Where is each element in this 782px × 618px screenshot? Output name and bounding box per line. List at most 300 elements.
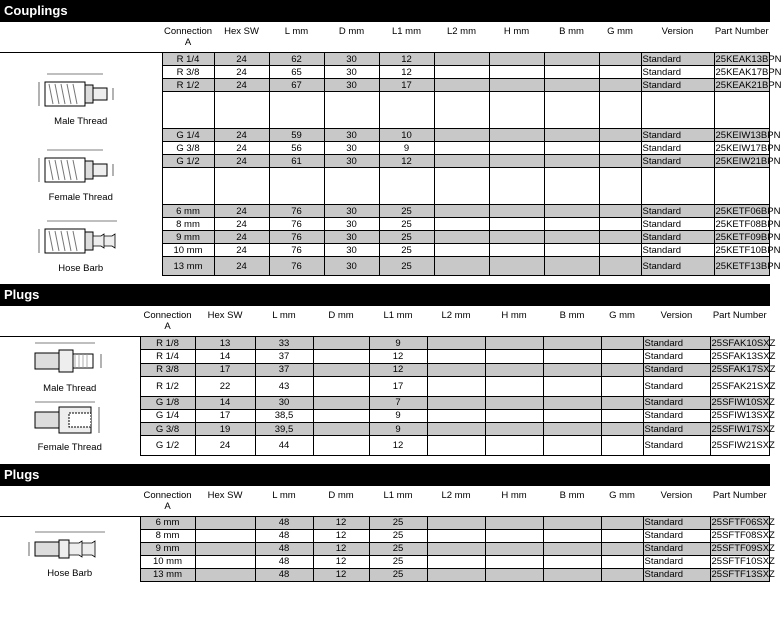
cell-l: 76 [269, 257, 324, 276]
cell-g [601, 337, 643, 350]
couplings-table [0, 22, 782, 276]
cell-hex-sw [195, 516, 255, 529]
cell-b [544, 79, 599, 92]
cell-connection: 8 mm [140, 529, 195, 542]
cell-l: 48 [255, 568, 313, 581]
table-row [0, 129, 770, 142]
cell-version: Standard [641, 257, 714, 276]
header-l1: L1 mm [391, 26, 422, 37]
cell-l2 [434, 155, 489, 168]
coupling-female-thread-icon [0, 146, 162, 192]
cell-l1: 25 [369, 516, 427, 529]
cell-version: Standard [643, 529, 710, 542]
cell-d [313, 376, 369, 396]
cell-hex-sw: 24 [214, 129, 269, 142]
cell-b [544, 155, 599, 168]
product-drawing-cell [0, 129, 162, 205]
cell-l1: 12 [369, 436, 427, 455]
cell-g [599, 66, 641, 79]
cell-connection: R 1/2 [140, 376, 195, 396]
cell-l2 [434, 205, 489, 218]
cell-hex-sw: 24 [214, 142, 269, 155]
header-connection: Connection A [143, 310, 192, 332]
cell-g [601, 363, 643, 376]
product-type-label: Male Thread [54, 115, 108, 127]
cell-d: 12 [313, 568, 369, 581]
cell-connection: R 1/8 [140, 337, 195, 350]
cell-l2 [434, 92, 489, 129]
cell-l1: 25 [369, 529, 427, 542]
cell-b [543, 516, 601, 529]
cell-l1 [379, 168, 434, 205]
cell-b [543, 376, 601, 396]
cell-l1: 25 [379, 257, 434, 276]
section-title-plugs: Plugs [0, 284, 770, 306]
header-g: G mm [609, 310, 635, 321]
product-type-label: Hose Barb [47, 568, 93, 579]
header-l: L mm [284, 26, 309, 37]
cell-hex-sw: 14 [195, 396, 255, 409]
cell-connection: R 1/4 [162, 53, 214, 66]
cell-connection: 10 mm [162, 244, 214, 257]
cell-l1: 12 [369, 350, 427, 363]
cell-d: 12 [313, 529, 369, 542]
header-g: G mm [609, 489, 635, 501]
cell-connection: 9 mm [140, 542, 195, 555]
cell-g [601, 396, 643, 409]
cell-hex-sw [214, 168, 269, 205]
cell-l2 [427, 568, 485, 581]
cell-l2 [434, 257, 489, 276]
header-l: L mm [272, 489, 296, 501]
header-b: B mm [559, 489, 585, 501]
cell-l1: 17 [369, 376, 427, 396]
cell-connection: R 3/8 [140, 363, 195, 376]
cell-b [544, 231, 599, 244]
cell-h [489, 142, 544, 155]
cell-version: Standard [641, 218, 714, 231]
cell-l: 30 [255, 396, 313, 409]
cell-connection: 8 mm [162, 218, 214, 231]
cell-b [543, 555, 601, 568]
cell-hex-sw: 24 [214, 231, 269, 244]
cell-d: 30 [324, 142, 379, 155]
cell-g [599, 244, 641, 257]
plug-female-thread-icon [0, 396, 140, 442]
header-connection: Connection A [143, 489, 192, 512]
cell-b [543, 422, 601, 435]
cell-l1: 25 [379, 205, 434, 218]
header-version: Version [660, 310, 693, 321]
cell-part-number: 25SFTF13SXZ [711, 569, 775, 580]
header-part-number: Part Number [714, 26, 769, 37]
cell-version: Standard [643, 436, 710, 455]
header-blank [0, 306, 140, 337]
cell-g [601, 555, 643, 568]
cell-l2 [427, 350, 485, 363]
cell-b [543, 396, 601, 409]
cell-l1: 12 [379, 66, 434, 79]
cell-g [601, 376, 643, 396]
cell-h [489, 244, 544, 257]
cell-part-number: 25KETF08BPN [715, 218, 781, 230]
header-h: H mm [501, 310, 527, 321]
cell-l2 [427, 555, 485, 568]
cell-part-number: 25SFTF10SXZ [711, 556, 775, 567]
cell-h [489, 205, 544, 218]
header-d: D mm [328, 310, 354, 321]
cell-part-number: 25KEIW13BPN [715, 129, 781, 141]
header-hex-sw: Hex SW [224, 26, 259, 37]
cell-h [485, 555, 543, 568]
coupling-male-thread-icon [0, 70, 162, 116]
cell-l: 37 [255, 350, 313, 363]
section-title-plugs-hose-barb: Plugs [0, 464, 770, 486]
cell-d [313, 396, 369, 409]
cell-connection: 10 mm [140, 555, 195, 568]
cell-l: 76 [269, 231, 324, 244]
cell-d: 30 [324, 66, 379, 79]
cell-g [599, 129, 641, 142]
cell-h [485, 350, 543, 363]
cell-g [599, 142, 641, 155]
header-l1: L1 mm [383, 489, 413, 501]
cell-hex-sw: 19 [195, 422, 255, 435]
cell-l1: 12 [379, 155, 434, 168]
cell-part-number: 25SFIW13SXZ [711, 410, 775, 422]
cell-l: 61 [269, 155, 324, 168]
cell-g [601, 422, 643, 435]
cell-hex-sw: 13 [195, 337, 255, 350]
cell-l1: 17 [379, 79, 434, 92]
cell-b [544, 129, 599, 142]
cell-g [599, 168, 641, 205]
header-connection: Connection A [163, 26, 213, 48]
plugs-hose-barb-table [0, 486, 775, 582]
cell-connection: R 1/2 [162, 79, 214, 92]
cell-hex-sw: 24 [214, 66, 269, 79]
cell-b [543, 350, 601, 363]
cell-b [543, 337, 601, 350]
cell-hex-sw: 14 [195, 350, 255, 363]
cell-part-number: 25KETF09BPN [715, 231, 781, 243]
cell-version: Standard [643, 350, 710, 363]
cell-hex-sw: 17 [195, 409, 255, 422]
cell-version: Standard [643, 409, 710, 422]
cell-part-number: 25SFAK13SXZ [711, 350, 776, 362]
header-version: Version [661, 26, 694, 37]
cell-d [313, 409, 369, 422]
cell-l: 48 [255, 555, 313, 568]
header-version: Version [660, 489, 693, 501]
cell-part-number: 25SFTF09SXZ [711, 543, 775, 554]
cell-l1 [379, 92, 434, 129]
cell-d: 30 [324, 257, 379, 276]
header-part-number: Part Number [712, 489, 767, 501]
cell-b [544, 66, 599, 79]
cell-d [313, 337, 369, 350]
cell-l2 [434, 218, 489, 231]
cell-connection [162, 168, 214, 205]
cell-b [544, 205, 599, 218]
cell-l2 [434, 244, 489, 257]
cell-l1: 7 [369, 396, 427, 409]
cell-version: Standard [643, 516, 710, 529]
cell-l2 [427, 409, 485, 422]
cell-h [485, 436, 543, 455]
cell-g [601, 409, 643, 422]
cell-d: 30 [324, 205, 379, 218]
cell-h [489, 218, 544, 231]
cell-part-number [714, 168, 770, 205]
header-l1: L1 mm [383, 310, 413, 321]
cell-l1: 25 [369, 568, 427, 581]
header-d: D mm [338, 26, 365, 37]
cell-part-number: 25KETF06BPN [715, 205, 781, 217]
cell-b [544, 142, 599, 155]
product-drawing-cell [0, 53, 162, 129]
cell-d: 30 [324, 155, 379, 168]
cell-connection: G 1/8 [140, 396, 195, 409]
cell-hex-sw [195, 529, 255, 542]
cell-l2 [427, 363, 485, 376]
cell-part-number: 25KETF13BPN [714, 257, 770, 276]
cell-h [485, 337, 543, 350]
cell-l2 [427, 376, 485, 396]
cell-b [544, 53, 599, 66]
cell-l: 48 [255, 542, 313, 555]
cell-hex-sw: 24 [214, 244, 269, 257]
cell-b [544, 168, 599, 205]
cell-part-number: 25SFAK17SXZ [711, 364, 776, 376]
cell-l1: 10 [379, 129, 434, 142]
cell-part-number: 25SFIW10SXZ [711, 397, 775, 409]
cell-version: Standard [643, 542, 710, 555]
cell-connection: G 3/8 [140, 422, 195, 435]
plug-hose-barb-icon [0, 528, 140, 568]
cell-l1: 25 [379, 244, 434, 257]
cell-connection [162, 92, 214, 129]
cell-version: Standard [641, 205, 714, 218]
cell-b [544, 92, 599, 129]
header-part-number: Part Number [712, 310, 767, 321]
cell-connection: R 1/4 [140, 350, 195, 363]
cell-h [485, 542, 543, 555]
plug-male-thread-icon [0, 337, 140, 383]
header-b: B mm [559, 310, 585, 321]
coupling-hose-barb-icon [0, 217, 162, 263]
cell-d [313, 436, 369, 455]
cell-d: 12 [313, 542, 369, 555]
cell-hex-sw: 22 [195, 376, 255, 396]
cell-l2 [434, 142, 489, 155]
header-l: L mm [272, 310, 296, 321]
cell-connection: 13 mm [162, 257, 214, 276]
cell-b [543, 529, 601, 542]
cell-d: 12 [313, 516, 369, 529]
cell-l2 [434, 66, 489, 79]
cell-version: Standard [641, 129, 714, 142]
cell-connection: 13 mm [140, 568, 195, 581]
cell-h [489, 79, 544, 92]
cell-g [599, 257, 641, 276]
cell-b [544, 257, 599, 276]
cell-g [599, 79, 641, 92]
cell-l1: 9 [379, 142, 434, 155]
cell-connection: G 1/4 [140, 409, 195, 422]
cell-l2 [427, 422, 485, 435]
cell-g [599, 218, 641, 231]
cell-l2 [434, 79, 489, 92]
cell-hex-sw [195, 542, 255, 555]
cell-b [543, 363, 601, 376]
cell-l [269, 168, 324, 205]
cell-l2 [427, 516, 485, 529]
cell-b [543, 542, 601, 555]
cell-g [601, 516, 643, 529]
cell-g [599, 205, 641, 218]
cell-h [485, 516, 543, 529]
cell-l: 48 [255, 516, 313, 529]
cell-hex-sw [195, 568, 255, 581]
cell-d [324, 168, 379, 205]
cell-l: 76 [269, 218, 324, 231]
cell-h [489, 257, 544, 276]
cell-part-number [714, 92, 770, 129]
cell-hex-sw: 24 [214, 205, 269, 218]
cell-l1: 25 [379, 218, 434, 231]
product-drawing-cell [0, 337, 140, 397]
header-blank [0, 22, 162, 53]
cell-l2 [434, 129, 489, 142]
cell-d [313, 350, 369, 363]
cell-part-number: 25SFIW17SXZ [711, 423, 775, 435]
cell-version: Standard [641, 142, 714, 155]
table-row [0, 205, 770, 218]
cell-d: 30 [324, 244, 379, 257]
cell-part-number: 25KETF10BPN [715, 244, 781, 256]
cell-d [313, 363, 369, 376]
product-drawing-cell [0, 205, 162, 276]
cell-version: Standard [643, 337, 710, 350]
cell-l: 33 [255, 337, 313, 350]
cell-d: 30 [324, 79, 379, 92]
cell-l: 67 [269, 79, 324, 92]
plugs-threaded-table [0, 306, 776, 456]
cell-h [489, 168, 544, 205]
cell-version [641, 92, 714, 129]
header-l2: L2 mm [441, 310, 471, 321]
cell-l: 39,5 [255, 422, 313, 435]
cell-b [543, 436, 601, 455]
cell-b [544, 244, 599, 257]
cell-connection: 6 mm [162, 205, 214, 218]
table-row [0, 53, 770, 66]
cell-l [269, 92, 324, 129]
section-title-couplings: Couplings [0, 0, 770, 22]
cell-part-number: 25SFTF06SXZ [711, 517, 775, 528]
cell-l2 [427, 436, 485, 455]
header-d: D mm [328, 489, 354, 501]
cell-h [485, 363, 543, 376]
cell-version: Standard [643, 396, 710, 409]
cell-part-number: 25KEAK21BPN [715, 79, 782, 91]
cell-connection: 9 mm [162, 231, 214, 244]
cell-hex-sw: 24 [214, 53, 269, 66]
cell-h [489, 155, 544, 168]
cell-l1: 9 [369, 409, 427, 422]
cell-connection: G 1/2 [162, 155, 214, 168]
header-b: B mm [559, 26, 584, 37]
cell-d: 12 [313, 555, 369, 568]
cell-g [601, 436, 643, 455]
cell-h [485, 376, 543, 396]
cell-hex-sw: 24 [214, 155, 269, 168]
header-h: H mm [501, 489, 527, 501]
cell-version: Standard [641, 53, 714, 66]
header-hex-sw: Hex SW [207, 310, 243, 321]
cell-g [599, 155, 641, 168]
cell-l: 56 [269, 142, 324, 155]
cell-connection: G 1/2 [140, 436, 195, 455]
cell-h [489, 66, 544, 79]
cell-connection: G 3/8 [162, 142, 214, 155]
product-type-label: Female Thread [48, 191, 113, 203]
cell-g [601, 542, 643, 555]
table-row [0, 337, 770, 350]
cell-h [485, 568, 543, 581]
cell-part-number: 25KEIW17BPN [715, 142, 781, 154]
cell-h [485, 396, 543, 409]
cell-l: 76 [269, 244, 324, 257]
cell-part-number: 25KEAK13BPN [715, 53, 782, 65]
cell-d [313, 422, 369, 435]
cell-hex-sw: 17 [195, 363, 255, 376]
cell-version: Standard [643, 376, 710, 396]
cell-l: 44 [255, 436, 313, 455]
cell-l2 [427, 396, 485, 409]
cell-hex-sw [214, 92, 269, 129]
cell-part-number: 25SFAK21SXZ [710, 376, 770, 396]
cell-h [485, 409, 543, 422]
cell-version: Standard [641, 244, 714, 257]
cell-hex-sw: 24 [195, 436, 255, 455]
cell-d: 30 [324, 218, 379, 231]
product-type-label: Male Thread [43, 383, 97, 394]
table-row [0, 516, 770, 529]
cell-h [489, 231, 544, 244]
cell-l1: 9 [369, 422, 427, 435]
cell-l: 38,5 [255, 409, 313, 422]
cell-version: Standard [643, 363, 710, 376]
cell-version: Standard [641, 155, 714, 168]
cell-l2 [427, 542, 485, 555]
cell-l1: 12 [379, 53, 434, 66]
cell-version: Standard [643, 422, 710, 435]
cell-connection: G 1/4 [162, 129, 214, 142]
cell-d: 30 [324, 53, 379, 66]
cell-l1: 25 [369, 555, 427, 568]
cell-l2 [434, 168, 489, 205]
cell-l2 [434, 231, 489, 244]
cell-l2 [434, 53, 489, 66]
cell-hex-sw: 24 [214, 257, 269, 276]
cell-h [489, 92, 544, 129]
cell-g [601, 350, 643, 363]
cell-l1: 25 [379, 231, 434, 244]
cell-version: Standard [643, 555, 710, 568]
product-type-label: Female Thread [37, 442, 102, 453]
